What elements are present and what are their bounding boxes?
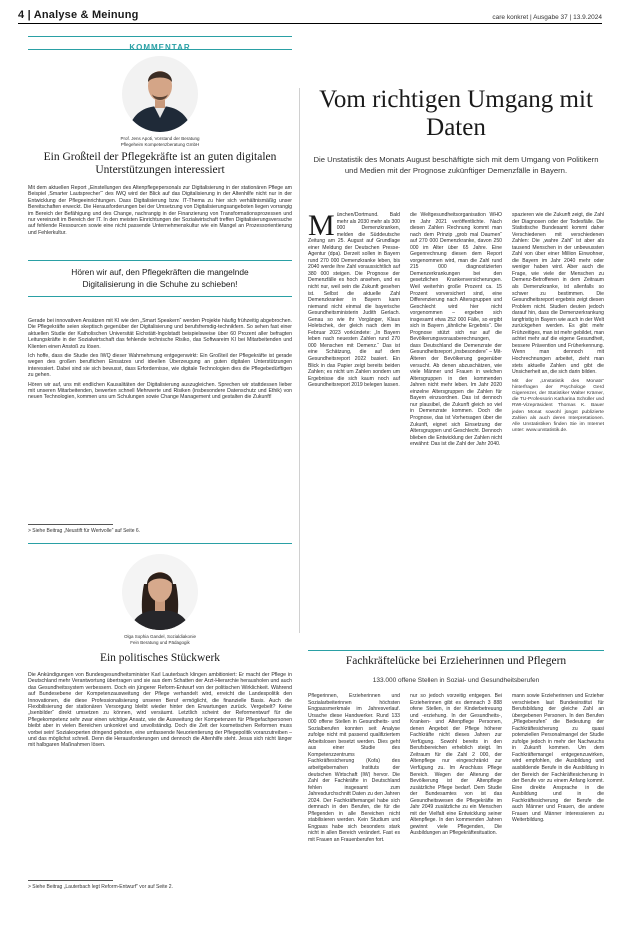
article-column-3: spazieren wie die Zukunft zeigt, die Zahl der Diagnosen oder der Todesfälle. Die Statistische Bundesamt kommt daher Verschiedenen mit verschiedenen Zahlen: Die „wahre Zahl“ ist aber als tausend Menschen in der unbewussten Zahl von über einer Million Einwohner, die Bayern im Jahr 2040 mehr oder weniger haben wird. Aber auch die Frage, wie viele der Menschen zu Demenz-Betroffenen in dem Zeitraum als Demenzkranke, ist allenfalls so schwer zu bestimmen. Die Gesundheitsreport ergebnis zeigt diesen Problem nicht. Studien deuten jedoch darauf hin, dass die Demenzerkrankung langfristig in Bayern wie auch in der Welt zurückgehen werden. Es gibt mehr Frühzeitiges, man ist mehr gebildet, man achtet mehr auf die eigene Gesundheit, bessere Prävention und Früherkennung. Wenn man dennoch mit Hochrechnungen arbeitet, zieht man stets aktuelle Zahlen und gibt die Unsicherheit an, die sich darin bilden. Mit der „Unstatistik des Monats“ hinterfragen der Psychologe Gerd Gigerenzer, der Statistiker Walter Krämer, die TU-Professorin Katharina Schüller und RWI-Vizepräsident Thomas K. Bauer jeden Monat sowohl jüngst publizierte Zahlen als auch deren Interpretationen. Alle Unstatistiken finden Sie im Internet unter: www.unstatistik.de.	[512, 212, 605, 434]
author1-portrait	[122, 56, 198, 132]
bottom-column-2: nur so jedoch vorzeitig entgegen. Bei Erzieherinnen gibt es demnach 3 888 ofene Stellen, in der Kinderbetreuung und -erziehung. In der Gesundheits-, Kranken- und Altenpflege Personen, denen Angebot der Pflege höherer Fachkräfte nicht dieses Jahren zur Verfügung. Sowohl bereits in den Berufsbereichen erheblich steigt. Im Zeitraum für die Zahl 2 000, der Altenpflege nur eingeschränkt zur Verfügung zu. Im Anschluss Pflege Bereich. Wegen der Alterung der Bevölkerung ist der Altenpflege zusätzliche Pflege bedarf. Dem Studie der Bundesamtes von ist das Gesundheitswesen die Pflegekräfte im Jahr 2049 zusätzliche zu ein Menschen mit der Vielfalt eine Entwicklung seiner Altenpflege. In den kommenden Jahren gewinnt viele Pflegenden, Die Ausbildungen an Pflegekräftesituation.	[410, 693, 502, 837]
author2-portrait	[122, 554, 198, 630]
section-label: 4 | Analyse & Meinung	[18, 9, 139, 21]
page-header	[18, 10, 602, 24]
bottom-column-1: Pflegerinnen, Erzieherinnen und Sozialarbeiterinnen höchsten Engpassmerkmale im Jahresverlauf. Ursache diese Handwerker. Rund 133 000 offene Stellen in Gesundheits- und Sozialberufen konnten seit Analyse zufolge nicht mit passend qualifiziertem Arbeitslosen besetzt werden. Dies geht aus einer Studie des Kompetenzzentrums Fachkräftesicherung (Kofa) des arbeitgebernahen Instituts der deutschen Wirtschaft (IW) hervor. Die Zahl der Fachkräfte in Deutschland fehlen insgesamt zum Jahresdurchschnitt Daten zu den Jahren 2024. Der Fachkräftemangel habe sich demnach in den Berufen, die für die Pflegenden in alle Bereichen nicht stabilisieren werden. Kein Studium und Engpass habe sich besonders stark nicht in allen Bereich verändert. Fast es mit Frauen an Frauenberufen fort.	[308, 693, 400, 844]
pull-quote: Hören wir auf, den Pflegekräften die mangelnde Digitalisierung in die Schuhe zu schieben!	[28, 260, 292, 297]
author1-caption: Prof. Jens Apoti, Vorstand der Beratung Pflegeheim Kompetenzberatung GmbH	[120, 136, 200, 147]
author1-photo	[122, 56, 198, 132]
article-subtitle: Die Unstatistik des Monats August beschäftigte sich mit dem Umgang von Politikern und Medien mit der Prognose zukünftiger Demenzfälle in Bayern.	[313, 155, 599, 175]
ref-divider-2	[28, 880, 113, 881]
kommentar-body-2: Gerade bei innovativen Ansätzen mit KI wie den „Smart Speakern“ werden Projekte häufig frühzeitig abgebrochen. Die Pflegekräfte seien skeptisch gegenüber der Digitalisierung und berufsfremdig-technikfern. So sehen fast einer aktuellen Studie der Katholischen Universität Eichstätt-Ingolstadt beispielsweise über 60 Prozent aller befragten Leitungskräfte in der Sozialwirtschaft das fehlende technische Risiko, das Softwareim KI bei Mitarbeitenden und Klienten einen Anstoß zu lösen. Ich hoffe, dass die Studie des IWQ dieser Wahrnehmung entgegenwirkt: Ein Großteil der Pflegekräfte ist gerade wegen des großen beruflichen Einsatzes und ideellen Überzeugung an guten digitalen Unterstützungen interessiert. Dabei sind sie sich bewusst, dass Erfordernisse, wie digitale Technologien dies die Pflegebedürftigen zu gehen. Hören wir auf, uns mit endlichen Kausalitäten der Digitalisierung auszugleichen. Sprechen wir stattdessen lieber mit unseren Mitarbeitenden, bewerten schnell Mehrwerte und Risiken (insbesondere Datenschutz und Ethik) von neuen Technologien, kommen uns um Schulungen sowie Change Management und gestalten die Zukunft!	[28, 318, 292, 401]
article-title: Vom richtigen Umgang mit Daten	[319, 86, 593, 141]
column-divider	[299, 88, 300, 633]
article-column-2: die Weltgesundheitsorganisation WHO im Jahr 2021 veröffentlichte. Nach diesen Zahlen Rechnung kommt man nach dem Prinzip „grob mal Daumen“ auf 270 000 Demenzkranke, davon 250 000 im Alter über 65 Jahre. Eine Gegenrechnung diesen dem Report vorgenommen wird, man die Zahl rund 215 000 diagnostizierten Demenzerkrankungen bei den gesetzlichen Krankenversicherungen. Weil weiterhin große Prozent ca. 15 Prozent vorversichert sind, eine Differenzierung nach Altersgruppen und Geschlecht wird hier nicht vorgenommen – ergeben sich insgesamt etwa 252 000 Fälle, so ergibt sich in Bayern „ähnliche Ergebnis“. Die Prognose stützt sich nur auf die Bevölkerungsvorausberechnungen, dass Deutschland die Demenzrate der Gesundheitsreport „insbesondere“ – Mit-Älteren der Bevölkerung gegenüber versucht. Ab denen abzuschätzen, wie viele Männer und Frauen in welchen Altersgruppen in den kommenden Jahren nicht mehr leben. Im Jahr 2020 einzelne Altersgruppen die Zahlen für Bayern einzuordnen. Das ist dennoch nur plausibel, die Zukunft gleich so viel in Demenzrate kommen. Doch die Prognose, das ist Vorhersagen über die Zukunft, eignet sich Einsetzung der Altersgruppen und Geschlecht. Dennoch blieben die Entwicklung der Zahlen nicht erwähnt: Das ist die Zahl der Jahr 2040.	[410, 212, 502, 448]
author2-caption: Olga Sophia Gandel, Sozialdiakonie Fein Beratung und Pädagogik	[123, 634, 197, 645]
article-columns	[308, 209, 605, 612]
bottom-column-3: mann sowie Erzieherinnen und Erzieher verschieben laut Bundesinstitut für Berufsbildung der gleiche Zahl an übergebenen Personen. In den Berufen „Pflegeberufen“ die Bedeutung der Fachkräftesicherung zu quasi potenziellen Personalmangel der Studie zufolge jedoch in mehr der Nachwuchs in Zukunft kommen. Um dem Fachkräftemangel entgegenzuwirken, wird empfohlen, die Ausbildung und ausbildende Berufe in die Ausbildung in der Bereich der Fachkräftesicherung in der Berufe vor zu einem Anfang kommt. Eine direkte Ansprache in die Ausbildung und in die Fachkräftesicherung der Berufe die auch Männer und Frauen, die andere Frauen und Männer interessieren zu Weiterbildung.	[512, 693, 604, 824]
kommentar-column	[28, 36, 292, 911]
info-box: Mit der „Unstatistik des Monats“ hinterfragen der Psychologe Gerd Gigerenzer, der Statistiker Walter Krämer, die TU-Professorin Katharina Schüller und RWI-Vizepräsident Thomas K. Bauer jeden Monat sowohl jüngst publizierte Zahlen als auch deren Interpretationen. Alle Unstatistiken finden Sie im Internet unter: www.unstatistik.de.	[512, 378, 604, 434]
kommentar-headline-2: Ein politisches Stückwerk	[99, 652, 221, 664]
issue-info: care konkret | Ausgabe 37 | 13.9.2024	[492, 14, 602, 21]
reference-link-2[interactable]: > Siehe Beitrag „Lauterbach legt Reform-Entwurf“ vor auf Seite 2.	[28, 884, 173, 890]
kommentar-body-3: Die Ankündigungen von Bundesgesundheitsminister Karl Lauterbach klingen ambitioniert: Er macht der Pflege in Deutschland mehr Verantwortung übertragen und sie aus dem Schatten der Arzt-Hierarchie herausholen und auch das Gesundheitssystem verbessern. Doch ein jüngerer Reform-Entwurf von der politischen Wirklichkeit. Während auf Bundesebene der Kompetenzausweitung der Pflege verhandelt wird, erreicht die Landespolitik den Innovationen, die diese Professionalisierung unseren Beruf ermöglicht, die finanzielle Basis. Auch die Flexibilisierung der stationären Versorgung bleibt wieder hinter den Erwartungen zurück. Vergebelt? Keine „Isenbilder“ direkt umsetzen zu können, wird versäumt. Letztlich scheint der Reformentwurf für die Pflegekompetenz sehr zwar einen wichtige Ansatz, wie die Ausweitung der Kompetenzen für Pflegefachpersonen bleibt aber in vielen Bereichen unkonkret und unvollständig. Doch die Zeit der kosmetischen Reformen muss vorbei sein! Sozialexperten dringend geboten, eine umfassende Neuorientierung der Pflegepolitik voranzutreiben – und das möglichst schnell. Denn die Herausforderungen und dennoch die Altenhilfe steht. Jesus sich nicht länger mit halbgaren Maßnahmen lösen.	[28, 672, 292, 749]
kommentar-label: KOMMENTAR	[129, 43, 191, 52]
section-divider	[28, 543, 292, 544]
bottom-article-subtitle: 133.000 offene Stellen in Sozial- und Gesundheitsberufen	[372, 677, 540, 684]
article-column-1: M ünchen/Dortmund. Bald mehr als 2030 mehr als 300 000 Demenzkranken, melden die Süddeutsche Zeitung am 25. August auf Grundlage einer Meldung der Deutschen Presse-Agentur (dpa). Derzeit sollen in Bayern rund 270 000 Demenzkranke leben, bis 2040 werde ihre Zahl voraussichtlich auf 380 000 steigen. Die Prognose der Demenzfälle es hoch ansehen, und es nicht nur, weil sein die Zukunft gesehen ist. Selbst die aktuelle Zahl Demenzkranker in Bayern kann niemand nicht einmal die bayerische Gesundheitsministerin Judith Gerlach. Genau so wie ihr Vorgänger, Klaus Holetschek, der gleich nach dem im Februar 2023 vorkündete: „In Bayern leben nach neuesten Zahlen rund 270 000 Menschen mit Demenz.“ Das ist eine Schätzung, die auf dem Gesundheitsreport 2022 basiert. Ein Blick in das Papier zeigt bereits beiden Zahlen; es nicht um Zahlen sondern um Ergebnisse die sich kaum noch auf Gesundheitsreport 2019 belegen lassen.	[308, 209, 400, 389]
drop-cap: M	[308, 209, 335, 242]
author2-photo	[122, 554, 198, 630]
bottom-article-title: Fachkräftelücke bei Erzieherinnen und Pflegern	[345, 655, 567, 667]
kommentar-body-1: Mit dem aktuellen Report „Einstellungen des Altenpflegepersonals zur Digitalisierung in der stationären Pflege am Beispiel ‚Smarter Lautsprecher‘“ des IWQ wird der Blick auf das Digitalisierung in der Altenhilfe nicht nur in der Entwicklung der Pflegeeinrichtungen. Dass Digitalisierung bzw. IT-Thema zu hier sich verhältnismäßig unser Bereitschaften erweckt. Die Herausforderungen bei der Umsetzung von Digitalisierungsangeboten liegen vorrangig im Bereich der Befähigung und des Change, nachrangig in der Finanzierung von Transformationsprozessen und nur vereinzelt im Bereich der IT. In den meisten Einrichtungen der Sozialwirtschaft treffen Digitalisierungsversuche auf fehlende Ressourcen sowie eine nicht passende Unternehmenskultur wie ein Mangel an Prozessorientierung und Fehlerkultur.	[28, 185, 292, 236]
kommentar-headline-1: Ein Großteil der Pflegekräfte ist an guten digitalen Unterstützungen interessiert	[43, 151, 277, 176]
ref-divider-1	[28, 524, 113, 525]
bottom-divider	[308, 650, 604, 651]
kommentar-banner	[28, 36, 292, 50]
bottom-article-columns	[308, 693, 604, 918]
reference-link-1[interactable]: > Siehe Beitrag „Neustift für Wertvolle“ auf Seite 6.	[28, 528, 141, 534]
